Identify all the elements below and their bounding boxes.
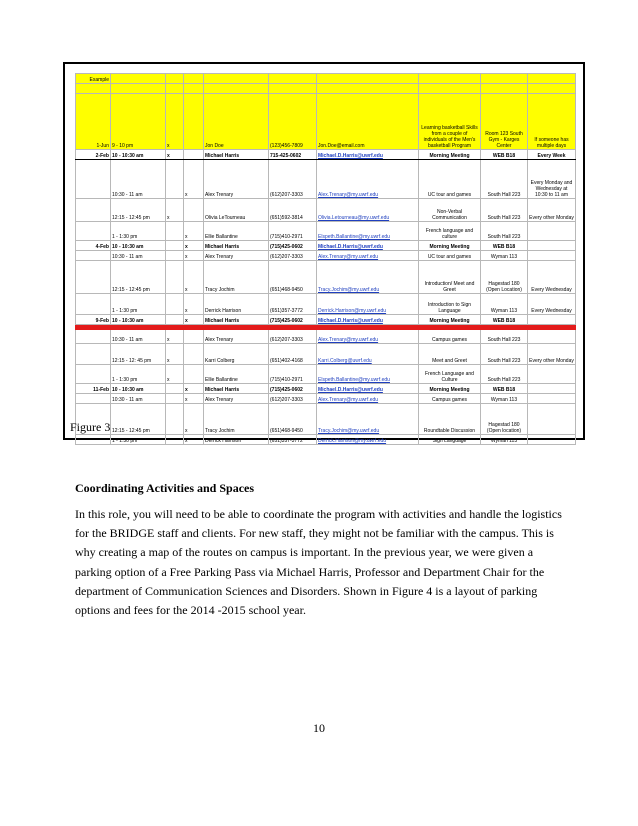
cell-location: WEB B18 bbox=[481, 241, 528, 251]
cell-activity bbox=[419, 74, 481, 84]
cell-mark-a bbox=[166, 74, 184, 84]
cell-mark-b bbox=[184, 365, 204, 384]
cell-time: 10:30 - 11 am bbox=[111, 251, 166, 261]
cell-date bbox=[76, 394, 111, 404]
cell-time: 10 - 10:30 am bbox=[111, 241, 166, 251]
cell-name: Karri Colberg bbox=[204, 344, 269, 365]
cell-name bbox=[204, 74, 269, 84]
cell-mark-a bbox=[166, 384, 184, 394]
cell-date bbox=[76, 365, 111, 384]
cell-notes bbox=[528, 330, 576, 344]
cell-location: South Hall 223 bbox=[481, 365, 528, 384]
cell-time: 12:15 - 12:45 pm bbox=[111, 404, 166, 435]
cell-activity: UC tour and games bbox=[419, 251, 481, 261]
schedule-table bbox=[75, 73, 576, 445]
cell-name: Alex Trenary bbox=[204, 394, 269, 404]
cell-notes: Every other Monday bbox=[528, 344, 576, 365]
schedule-row bbox=[76, 251, 576, 261]
cell-activity: Introduction/ Meet and Greet bbox=[419, 261, 481, 294]
cell-location: South Hall 223 bbox=[481, 160, 528, 199]
schedule-row bbox=[76, 404, 576, 435]
cell-activity: Morning Meeting bbox=[419, 150, 481, 160]
paragraph-text: In this role, you will need to be able to coordinate the program with activities and handle the logistics for the BRIDGE staff and clients. For new staff, they might not be familiar with the campus. This is why creating a map of the routes on campus is important. In the previous year, we were given a parking option of a Free Parking Pass via Michael Harris, Professor and Department Chair for the department of Communication Sciences and Disorders. Shown in Figure 4 is a layout of parking options and fees for the 2014 -2015 school year. bbox=[75, 507, 562, 618]
cell-mark-b bbox=[184, 94, 204, 150]
cell-activity: Morning Meeting bbox=[419, 315, 481, 325]
schedule-row bbox=[76, 199, 576, 222]
cell-phone: (651)357-3772 bbox=[269, 294, 317, 315]
cell-notes bbox=[528, 84, 576, 94]
cell-mark-b: x bbox=[184, 404, 204, 435]
cell-time: 12:15 - 12:45 pm bbox=[111, 199, 166, 222]
cell-mark-b bbox=[184, 150, 204, 160]
cell-mark-b: x bbox=[184, 384, 204, 394]
cell-email: Tracy.Jochim@my.uwrf.edu bbox=[317, 261, 419, 294]
cell-date: 11-Feb bbox=[76, 384, 111, 394]
cell-name: Tracy Jochim bbox=[204, 404, 269, 435]
cell-location: WEB B18 bbox=[481, 315, 528, 325]
cell-notes: Every Monday and Wednesday at 10:30 to 11 am bbox=[528, 160, 576, 199]
cell-name: Tracy Jochim bbox=[204, 261, 269, 294]
cell-activity: French Language and Culture bbox=[419, 365, 481, 384]
cell-time bbox=[111, 74, 166, 84]
cell-notes bbox=[528, 74, 576, 84]
cell-notes bbox=[528, 241, 576, 251]
schedule-row bbox=[76, 344, 576, 365]
cell-email: Elspeth.Ballantine@my.uwrf.edu bbox=[317, 222, 419, 241]
schedule-spreadsheet bbox=[75, 73, 575, 445]
schedule-row bbox=[76, 365, 576, 384]
cell-email: Derrick.Harrison@my.uwrf.edu bbox=[317, 294, 419, 315]
schedule-row bbox=[76, 294, 576, 315]
cell-notes bbox=[528, 404, 576, 435]
schedule-row bbox=[76, 94, 576, 150]
cell-date: Example bbox=[76, 74, 111, 84]
cell-email: Michael.D.Harris@uwrf.edu bbox=[317, 241, 419, 251]
cell-date bbox=[76, 330, 111, 344]
cell-mark-b: x bbox=[184, 261, 204, 294]
cell-mark-b: x bbox=[184, 435, 204, 445]
cell-name: Jon Doe bbox=[204, 94, 269, 150]
cell-email: Tracy.Jochim@my.uwrf.edu bbox=[317, 404, 419, 435]
schedule-row bbox=[76, 330, 576, 344]
cell-email bbox=[317, 74, 419, 84]
cell-email: Karri.Colberg@uwrf.edu bbox=[317, 344, 419, 365]
cell-time: 1 - 1:30 pm bbox=[111, 435, 166, 445]
cell-date bbox=[76, 344, 111, 365]
cell-mark-a bbox=[166, 435, 184, 445]
schedule-row bbox=[76, 435, 576, 445]
cell-activity: Meet and Greet bbox=[419, 344, 481, 365]
cell-phone bbox=[269, 84, 317, 94]
cell-phone: (612)207-3303 bbox=[269, 394, 317, 404]
cell-email: Alex.Trenary@my.uwrf.edu bbox=[317, 251, 419, 261]
cell-mark-b bbox=[184, 344, 204, 365]
cell-email: Jon.Doe@email.com bbox=[317, 94, 419, 150]
cell-time: 10 - 10:30 am bbox=[111, 150, 166, 160]
cell-date bbox=[76, 160, 111, 199]
cell-mark-a bbox=[166, 251, 184, 261]
cell-notes bbox=[528, 251, 576, 261]
cell-email: Michael.D.Harris@uwrf.edu bbox=[317, 150, 419, 160]
cell-notes: Every other Monday bbox=[528, 199, 576, 222]
cell-notes bbox=[528, 222, 576, 241]
cell-phone: (651)592-3814 bbox=[269, 199, 317, 222]
cell-notes bbox=[528, 315, 576, 325]
cell-mark-b: x bbox=[184, 315, 204, 325]
cell-phone: 715-425-0602 bbox=[269, 150, 317, 160]
cell-mark-a bbox=[166, 394, 184, 404]
cell-phone: (612)207-3303 bbox=[269, 160, 317, 199]
cell-notes bbox=[528, 365, 576, 384]
cell-mark-a bbox=[166, 241, 184, 251]
cell-mark-a: x bbox=[166, 94, 184, 150]
cell-activity: UC tour and games bbox=[419, 160, 481, 199]
cell-location: Wyman 113 bbox=[481, 394, 528, 404]
cell-date bbox=[76, 222, 111, 241]
schedule-row bbox=[76, 384, 576, 394]
cell-time: 10:30 - 11 am bbox=[111, 394, 166, 404]
cell-notes: Every Week bbox=[528, 150, 576, 160]
cell-time: 1 - 1:30 pm bbox=[111, 294, 166, 315]
cell-mark-a bbox=[166, 84, 184, 94]
cell-date bbox=[76, 294, 111, 315]
schedule-row bbox=[76, 222, 576, 241]
cell-name: Michael Harris bbox=[204, 315, 269, 325]
cell-mark-a bbox=[166, 222, 184, 241]
figure-3 bbox=[63, 62, 585, 444]
cell-phone: (123)456-7809 bbox=[269, 94, 317, 150]
cell-activity: Campus games bbox=[419, 394, 481, 404]
cell-mark-b bbox=[184, 330, 204, 344]
cell-location: South Hall 223 bbox=[481, 222, 528, 241]
cell-date bbox=[76, 261, 111, 294]
figure-caption: Figure 3 bbox=[70, 420, 111, 434]
cell-location: Hagestad 180 (Open Location) bbox=[481, 261, 528, 294]
cell-email bbox=[317, 84, 419, 94]
cell-mark-a bbox=[166, 404, 184, 435]
cell-email: Elspeth.Ballantine@my.uwrf.edu bbox=[317, 365, 419, 384]
cell-activity: Morning Meeting bbox=[419, 241, 481, 251]
cell-name: Ellie Ballantine bbox=[204, 365, 269, 384]
cell-location: Wyman 113 bbox=[481, 435, 528, 445]
cell-location: WEB B18 bbox=[481, 384, 528, 394]
schedule-row bbox=[76, 241, 576, 251]
cell-activity: Campus games bbox=[419, 330, 481, 344]
cell-mark-b: x bbox=[184, 222, 204, 241]
cell-time: 12:15 - 12: 45 pm bbox=[111, 344, 166, 365]
schedule-row bbox=[76, 74, 576, 84]
cell-date: 2-Feb bbox=[76, 150, 111, 160]
cell-name: Alex Trenary bbox=[204, 330, 269, 344]
cell-mark-b: x bbox=[184, 241, 204, 251]
cell-time: 9 - 10 pm bbox=[111, 94, 166, 150]
cell-date: 4-Feb bbox=[76, 241, 111, 251]
cell-name: Olivia LeTourneau bbox=[204, 199, 269, 222]
cell-time: 10 - 10:30 am bbox=[111, 315, 166, 325]
schedule-row bbox=[76, 261, 576, 294]
cell-mark-a bbox=[166, 261, 184, 294]
cell-phone: (612)207-3303 bbox=[269, 251, 317, 261]
cell-time: 1 - 1:30 pm bbox=[111, 222, 166, 241]
cell-notes bbox=[528, 394, 576, 404]
cell-activity: Roundtable Discussion bbox=[419, 404, 481, 435]
cell-mark-b: x bbox=[184, 394, 204, 404]
cell-location: South Hall 223 bbox=[481, 344, 528, 365]
cell-name: Michael Harris bbox=[204, 384, 269, 394]
cell-email: Michael.D.Harris@uwrf.edu bbox=[317, 315, 419, 325]
cell-email: Derrick.Harrison@my.uwrf.edu bbox=[317, 435, 419, 445]
cell-location bbox=[481, 74, 528, 84]
cell-date bbox=[76, 84, 111, 94]
cell-time: 1 - 1:30 pm bbox=[111, 365, 166, 384]
cell-phone: (715)410-2971 bbox=[269, 365, 317, 384]
cell-mark-a bbox=[166, 315, 184, 325]
cell-mark-a: x bbox=[166, 150, 184, 160]
cell-time: 10 - 10:30 am bbox=[111, 384, 166, 394]
cell-location: Room 123 South Gym - Karges Center bbox=[481, 94, 528, 150]
cell-mark-a bbox=[166, 160, 184, 199]
cell-email: Alex.Trenary@my.uwrf.edu bbox=[317, 160, 419, 199]
cell-mark-b bbox=[184, 199, 204, 222]
cell-mark-a: x bbox=[166, 344, 184, 365]
cell-name bbox=[204, 84, 269, 94]
cell-mark-b bbox=[184, 84, 204, 94]
cell-notes bbox=[528, 384, 576, 394]
cell-email: Alex.Trenary@my.uwrf.edu bbox=[317, 394, 419, 404]
body-paragraph bbox=[75, 505, 565, 620]
cell-mark-a: x bbox=[166, 199, 184, 222]
cell-name: Michael Harris bbox=[204, 241, 269, 251]
cell-date: 9-Feb bbox=[76, 315, 111, 325]
section-heading: Coordinating Activities and Spaces bbox=[75, 481, 255, 495]
cell-name: Derrick Harrison bbox=[204, 435, 269, 445]
cell-mark-b: x bbox=[184, 251, 204, 261]
schedule-row bbox=[76, 160, 576, 199]
cell-mark-b: x bbox=[184, 294, 204, 315]
cell-location: Wyman 113 bbox=[481, 294, 528, 315]
cell-name: Michael Harris bbox=[204, 150, 269, 160]
cell-phone: (715)425-0602 bbox=[269, 315, 317, 325]
cell-date bbox=[76, 435, 111, 445]
cell-phone: (651)468-9450 bbox=[269, 261, 317, 294]
cell-location: Wyman 113 bbox=[481, 251, 528, 261]
cell-mark-a: x bbox=[166, 365, 184, 384]
cell-time: 12:15 - 12:45 pm bbox=[111, 261, 166, 294]
cell-mark-a bbox=[166, 294, 184, 315]
cell-date bbox=[76, 251, 111, 261]
cell-mark-b: x bbox=[184, 160, 204, 199]
cell-activity: Morning Meeting bbox=[419, 384, 481, 394]
schedule-row bbox=[76, 394, 576, 404]
cell-location: South Hall 223 bbox=[481, 199, 528, 222]
cell-mark-b bbox=[184, 74, 204, 84]
cell-activity: Learning basketball Skills from a couple of individuals of the Men's basketball Program bbox=[419, 94, 481, 150]
schedule-row bbox=[76, 315, 576, 325]
cell-mark-a: x bbox=[166, 330, 184, 344]
schedule-row bbox=[76, 84, 576, 94]
cell-date: 1-Jun bbox=[76, 94, 111, 150]
cell-time bbox=[111, 84, 166, 94]
cell-email: Michael.D.Harris@uwrf.edu bbox=[317, 384, 419, 394]
cell-name: Ellie Ballantine bbox=[204, 222, 269, 241]
cell-email: Alex.Trenary@my.uwrf.edu bbox=[317, 330, 419, 344]
cell-activity bbox=[419, 84, 481, 94]
cell-phone: (651)468-9450 bbox=[269, 404, 317, 435]
cell-location: Hagestad 180 (Open location) bbox=[481, 404, 528, 435]
cell-activity: French language and culture bbox=[419, 222, 481, 241]
schedule-row bbox=[76, 150, 576, 160]
cell-email: Olivia.Letourneau@my.uwrf.edu bbox=[317, 199, 419, 222]
cell-activity: Non-Verbal Communication bbox=[419, 199, 481, 222]
cell-notes bbox=[528, 435, 576, 445]
cell-location bbox=[481, 84, 528, 94]
cell-location: WEB B18 bbox=[481, 150, 528, 160]
page-number: 10 bbox=[313, 721, 325, 735]
cell-phone: (651)357-3772 bbox=[269, 435, 317, 445]
cell-notes: Every Wednesday bbox=[528, 294, 576, 315]
cell-phone: (612)207-3303 bbox=[269, 330, 317, 344]
cell-activity: Sign Language bbox=[419, 435, 481, 445]
cell-time: 10:30 - 11 am bbox=[111, 160, 166, 199]
cell-time: 10:30 - 11 am bbox=[111, 330, 166, 344]
cell-date bbox=[76, 199, 111, 222]
cell-location: South Hall 223 bbox=[481, 330, 528, 344]
cell-notes: Every Wednesday bbox=[528, 261, 576, 294]
cell-activity: Introduction to Sign Language bbox=[419, 294, 481, 315]
cell-name: Alex Trenary bbox=[204, 160, 269, 199]
cell-phone: (651)402-4168 bbox=[269, 344, 317, 365]
cell-notes: If someone has multiple days bbox=[528, 94, 576, 150]
cell-name: Derrick Harrison bbox=[204, 294, 269, 315]
cell-phone: (715)410-2971 bbox=[269, 222, 317, 241]
cell-phone: (715)425-0602 bbox=[269, 241, 317, 251]
cell-phone: (715)425-0602 bbox=[269, 384, 317, 394]
cell-phone bbox=[269, 74, 317, 84]
cell-name: Alex Trenary bbox=[204, 251, 269, 261]
